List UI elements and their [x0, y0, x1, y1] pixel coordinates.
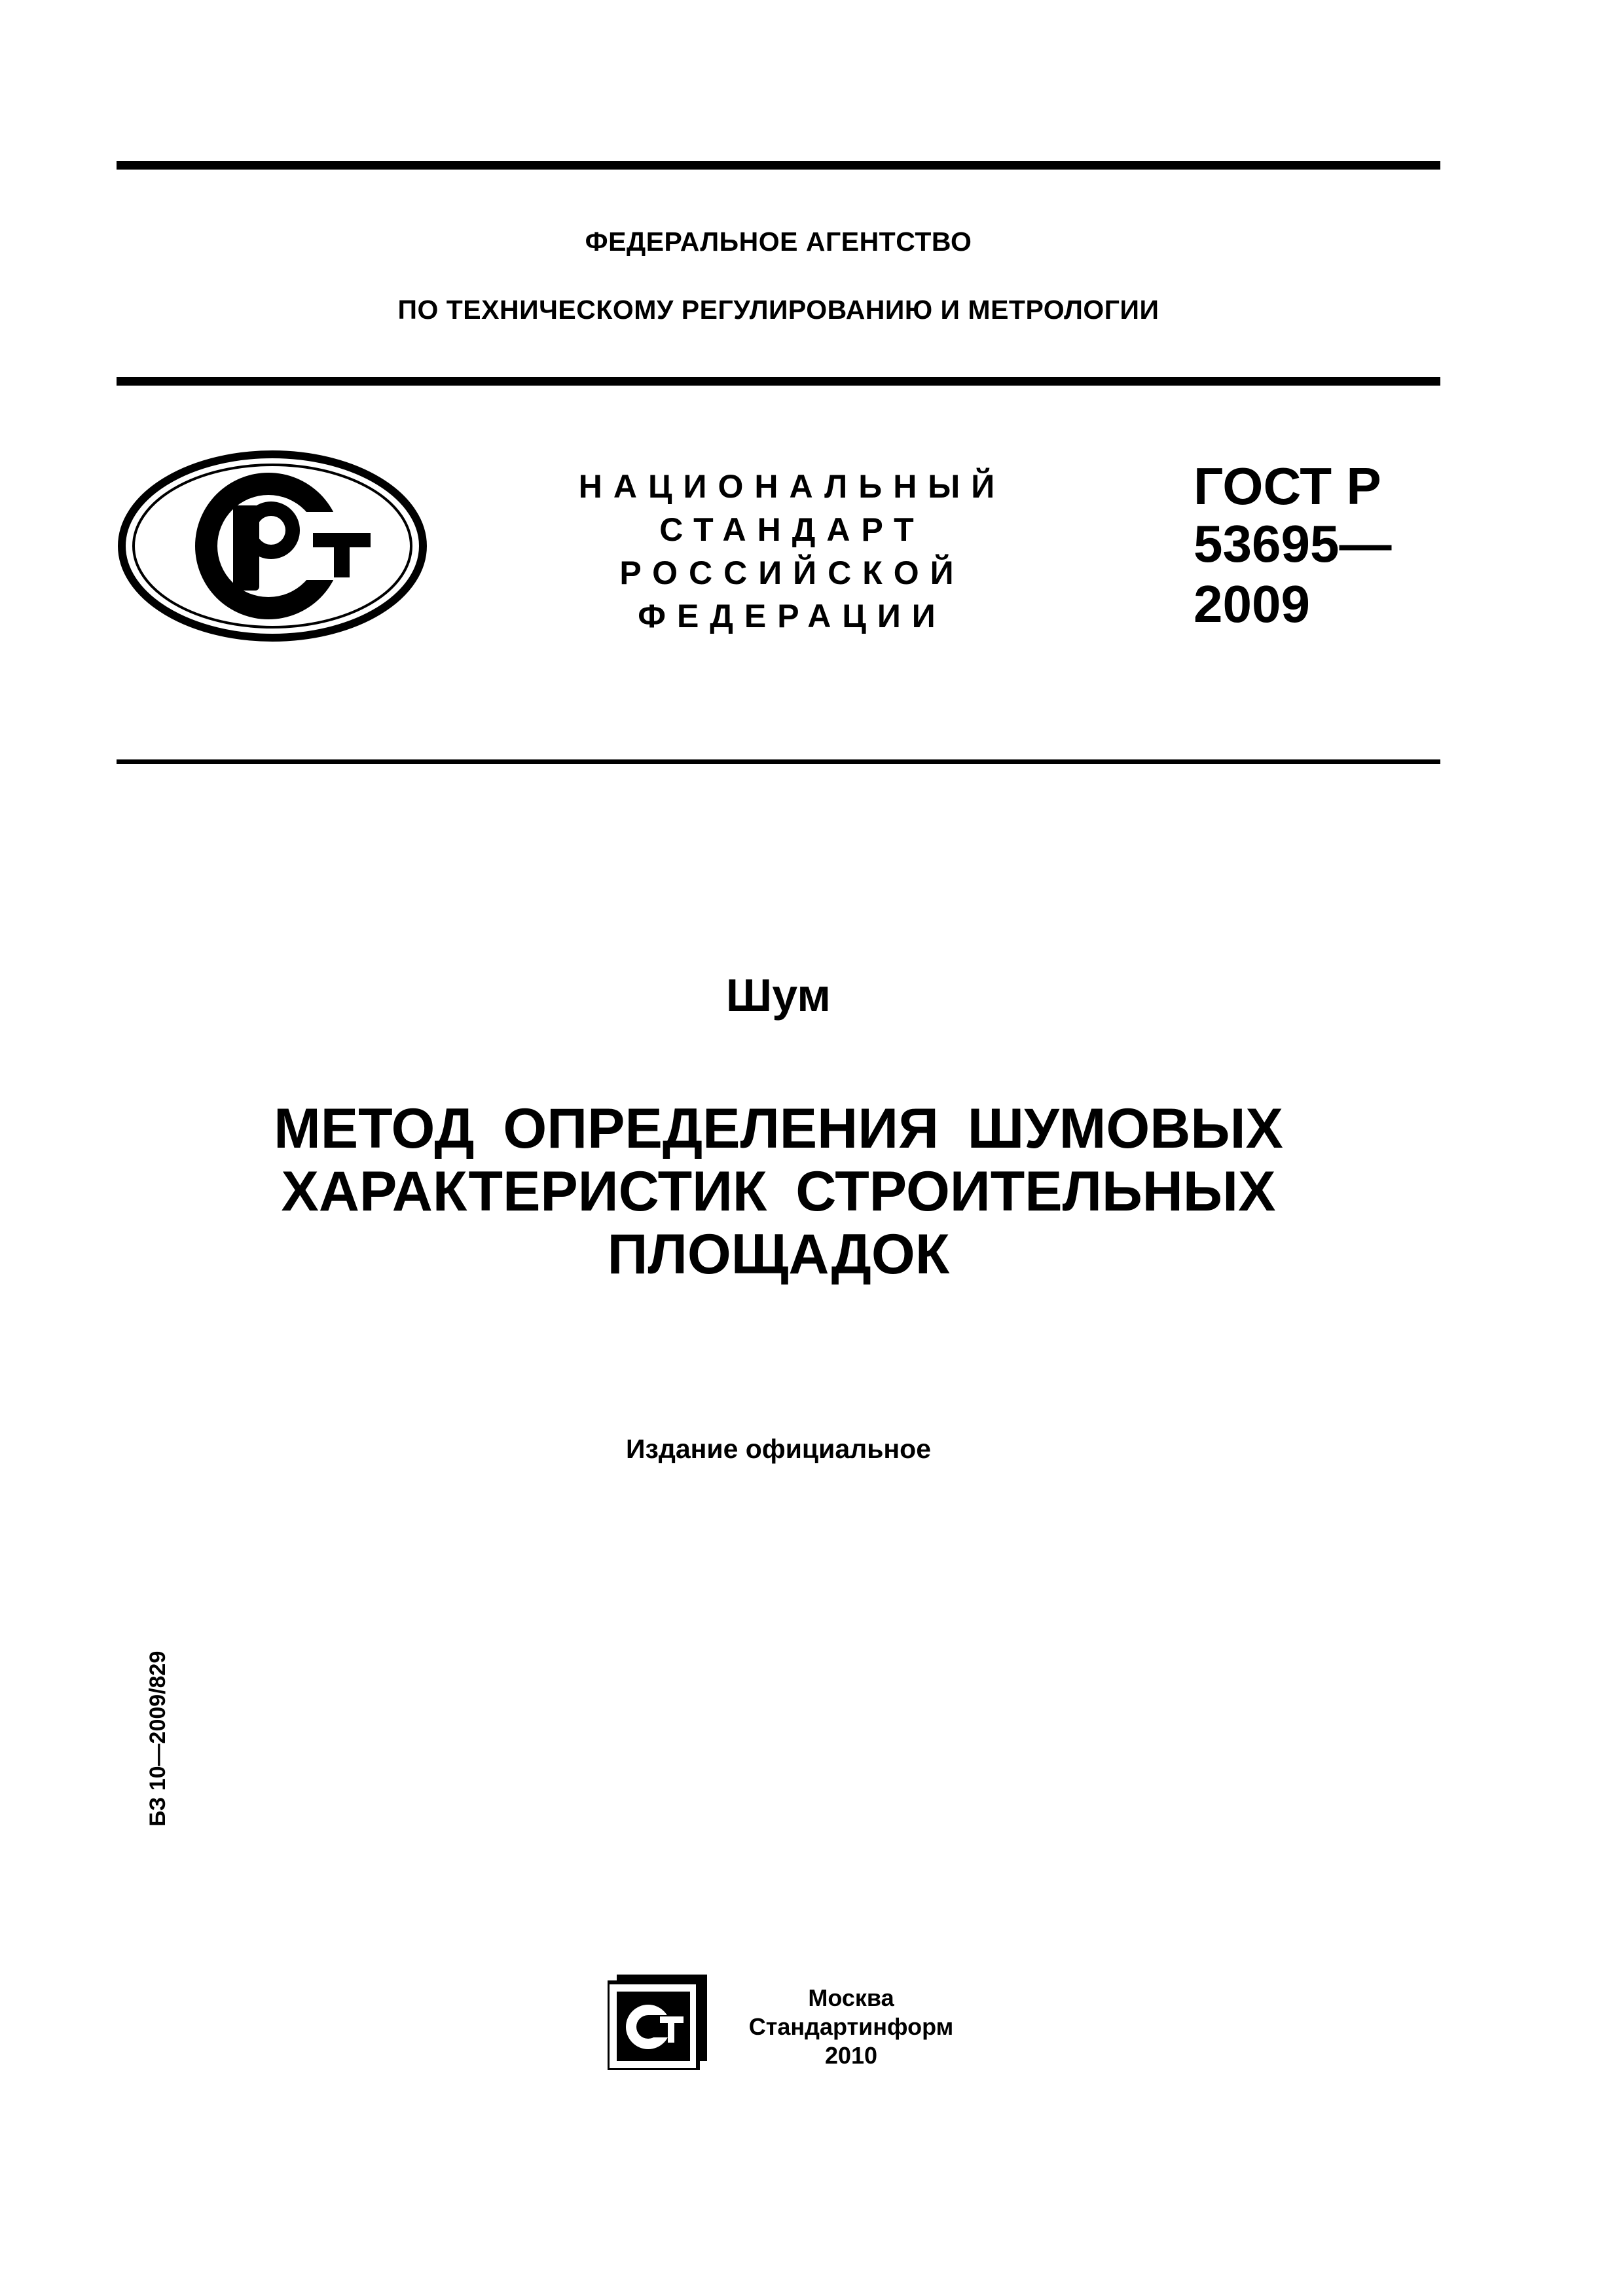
- publisher-year: 2010: [824, 2042, 878, 2069]
- top-rule: [117, 161, 1440, 170]
- edition-label: Издание официальное: [625, 1434, 932, 1464]
- national-line-2: СТАНДАРТ: [659, 511, 925, 548]
- gost-number-line-2: 53695—: [1194, 515, 1392, 573]
- national-line-3: РОССИЙСКОЙ: [619, 555, 965, 591]
- standard-rule: [117, 759, 1440, 764]
- title-line-1: МЕТОД ОПРЕДЕЛЕНИЯ ШУМОВЫХ: [274, 1097, 1283, 1160]
- title-line-2: ХАРАКТЕРИСТИК СТРОИТЕЛЬНЫХ: [281, 1160, 1276, 1223]
- gost-number-line-1: ГОСТ Р: [1194, 457, 1381, 515]
- publisher-logo-icon: [608, 1975, 707, 2070]
- publisher-city: Москва: [808, 1984, 894, 2011]
- national-line-4: ФЕДЕРАЦИИ: [638, 598, 947, 634]
- side-code: БЗ 10—2009/829: [145, 1650, 170, 1827]
- national-line-1: НАЦИОНАЛЬНЫЙ: [578, 468, 1006, 505]
- agency-line-1: ФЕДЕРАЛЬНОЕ АГЕНТСТВО: [585, 227, 972, 257]
- title-line-3: ПЛОЩАДОК: [607, 1223, 950, 1286]
- publisher-name: Стандартинформ: [748, 2013, 954, 2040]
- document-title: [117, 1097, 1440, 1286]
- header-rule: [117, 377, 1440, 386]
- gost-number-line-3: 2009: [1194, 575, 1310, 633]
- rst-logo-icon: [117, 449, 428, 643]
- document-subject: Шум: [725, 970, 831, 1021]
- agency-line-2: ПО ТЕХНИЧЕСКОМУ РЕГУЛИРОВАНИЮ И МЕТРОЛОГИИ: [397, 295, 1159, 325]
- publisher-block: [727, 1984, 976, 2070]
